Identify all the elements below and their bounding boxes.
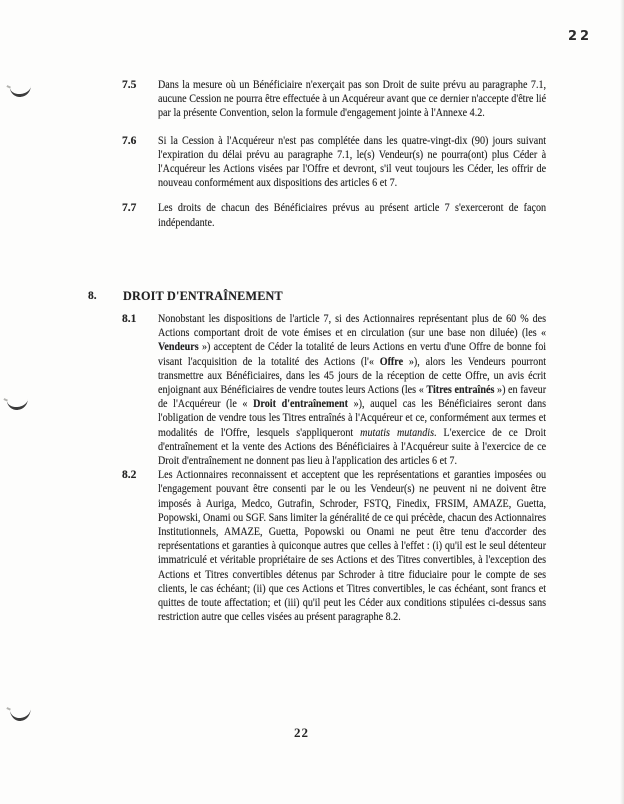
clause-7-6 bbox=[122, 134, 603, 191]
clause-number: 7.7 bbox=[122, 202, 137, 215]
clause-text: Nonobstant les dispositions de l'article 7, si des Actionnaires représentant plus de 60 % des Actions comportant droit de vote émises et en circulation (sur une base non diluée) (les « Vendeurs ») acceptent de Céder la totalité de leurs Actions en vertu d'une Offre de bonne foi visant l'acquisition de la totalité des Actions (l'« Offre »), alors les Vendeurs pourront transmettre aux Bénéficiaires, dans les 45 jours de la réception de cette Offre, un avis écrit enjoignant aux Bénéficiaires de vendre toutes leurs Actions (les « Titres entraînés ») en faveur de l'Acquéreur (le « Droit d'entraînement »), auquel cas les Bénéficiaires seront dans l'obligation de vendre tous les Titres entraînés à l'Acquéreur et ce, conformément aux termes et modalités de l'Offre, lesquels s'appliqueront mutatis mutandis. L'exercice de ce Droit d'entraînement et la vente des Actions des Bénéficiaires à l'Acquéreur suite à l'exercice de ce Droit d'entraînement ne donnent pas lieu à l'application des articles 6 et 7. bbox=[158, 313, 547, 468]
clause-text: Les Actionnaires reconnaissent et acceptent que les représentations et garanties imposées ou l'engagement pouvant être consenti par le ou les Vendeur(s) ne peuvent ni ne doivent être imposés à Auriga, Medco, Gutrafin, Schroder, FSTQ, Finedix, FRSIM, AMAZE, Guetta, Popowski, Onami ou SGF. Sans limiter la généralité de ce qui précède, chacun des Actionnaires Institutionnels, AMAZE, Guetta, Popowski ou Onami ne peut être tenu d'accorder des représentations et garanties à quiconque autres que celles à l'effet : (i) qu'il est le seul détenteur immatriculé et véritable propriétaire de ses Actions et des Titres convertibles, à l'exception des Actions et Titres convertibles détenus par Schroder à titre fiduciaire pour le compte de ses clients, le cas échéant; (ii) que ces Actions et Titres convertibles, le cas échéant, sont francs et quittes de toute affectation; et (iii) qu'il peut les Céder aux conditions stipulées ci-dessus sans restriction autre que celles visées au présent paragraphe 8.2. bbox=[158, 469, 547, 624]
clause-8-2 bbox=[122, 468, 603, 624]
scan-artifact-mark-icon bbox=[7, 397, 29, 410]
clause-number: 8.1 bbox=[122, 313, 137, 326]
section-title: DROIT D'ENTRAÎNEMENT bbox=[123, 288, 283, 303]
clause-number: 7.5 bbox=[122, 79, 137, 91]
page-number-bottom: 22 bbox=[294, 725, 309, 740]
clause-8-1 bbox=[122, 312, 603, 468]
page-number-top: 22 bbox=[568, 29, 593, 44]
scan-artifact-mark-icon bbox=[10, 706, 32, 721]
clause-number: 7.6 bbox=[122, 134, 137, 147]
section-number: 8. bbox=[88, 289, 97, 302]
clause-number: 8.2 bbox=[122, 469, 137, 482]
scan-artifact-mark-icon bbox=[10, 84, 32, 97]
clause-text: Les droits de chacun des Bénéficiaires prévus au présent article 7 s'exerceront de façon indépendante. bbox=[158, 202, 547, 229]
clause-7-7 bbox=[122, 201, 603, 229]
clause-7-5 bbox=[122, 78, 603, 121]
document-body bbox=[88, 78, 603, 625]
clause-text: Dans la mesure où un Bénéficiaire n'exerçait pas son Droit de suite prévu au paragraphe 7.1, aucune Cession ne pourra être effectuée à un Acquéreur avant que ce dernier n'accepte d'être lié par la présente Convention, selon la formule d'engagement jointe à l'Annexe 4.2. bbox=[158, 79, 547, 120]
clause-text: Si la Cession à l'Acquéreur n'est pas complétée dans les quatre-vingt-dix (90) jours suivant l'expiration du délai prévu au paragraphe 7.1, le(s) Vendeur(s) ne pourra(ont) plus Céder à l'Acquéreur les Actions visées par l'Offre et devront, s'il veut toujours les Céder, les offrir de nouveau conformément aux dispositions des articles 6 et 7. bbox=[158, 134, 547, 190]
scan-page-edge bbox=[620, 0, 624, 804]
section-8-heading bbox=[88, 289, 603, 303]
